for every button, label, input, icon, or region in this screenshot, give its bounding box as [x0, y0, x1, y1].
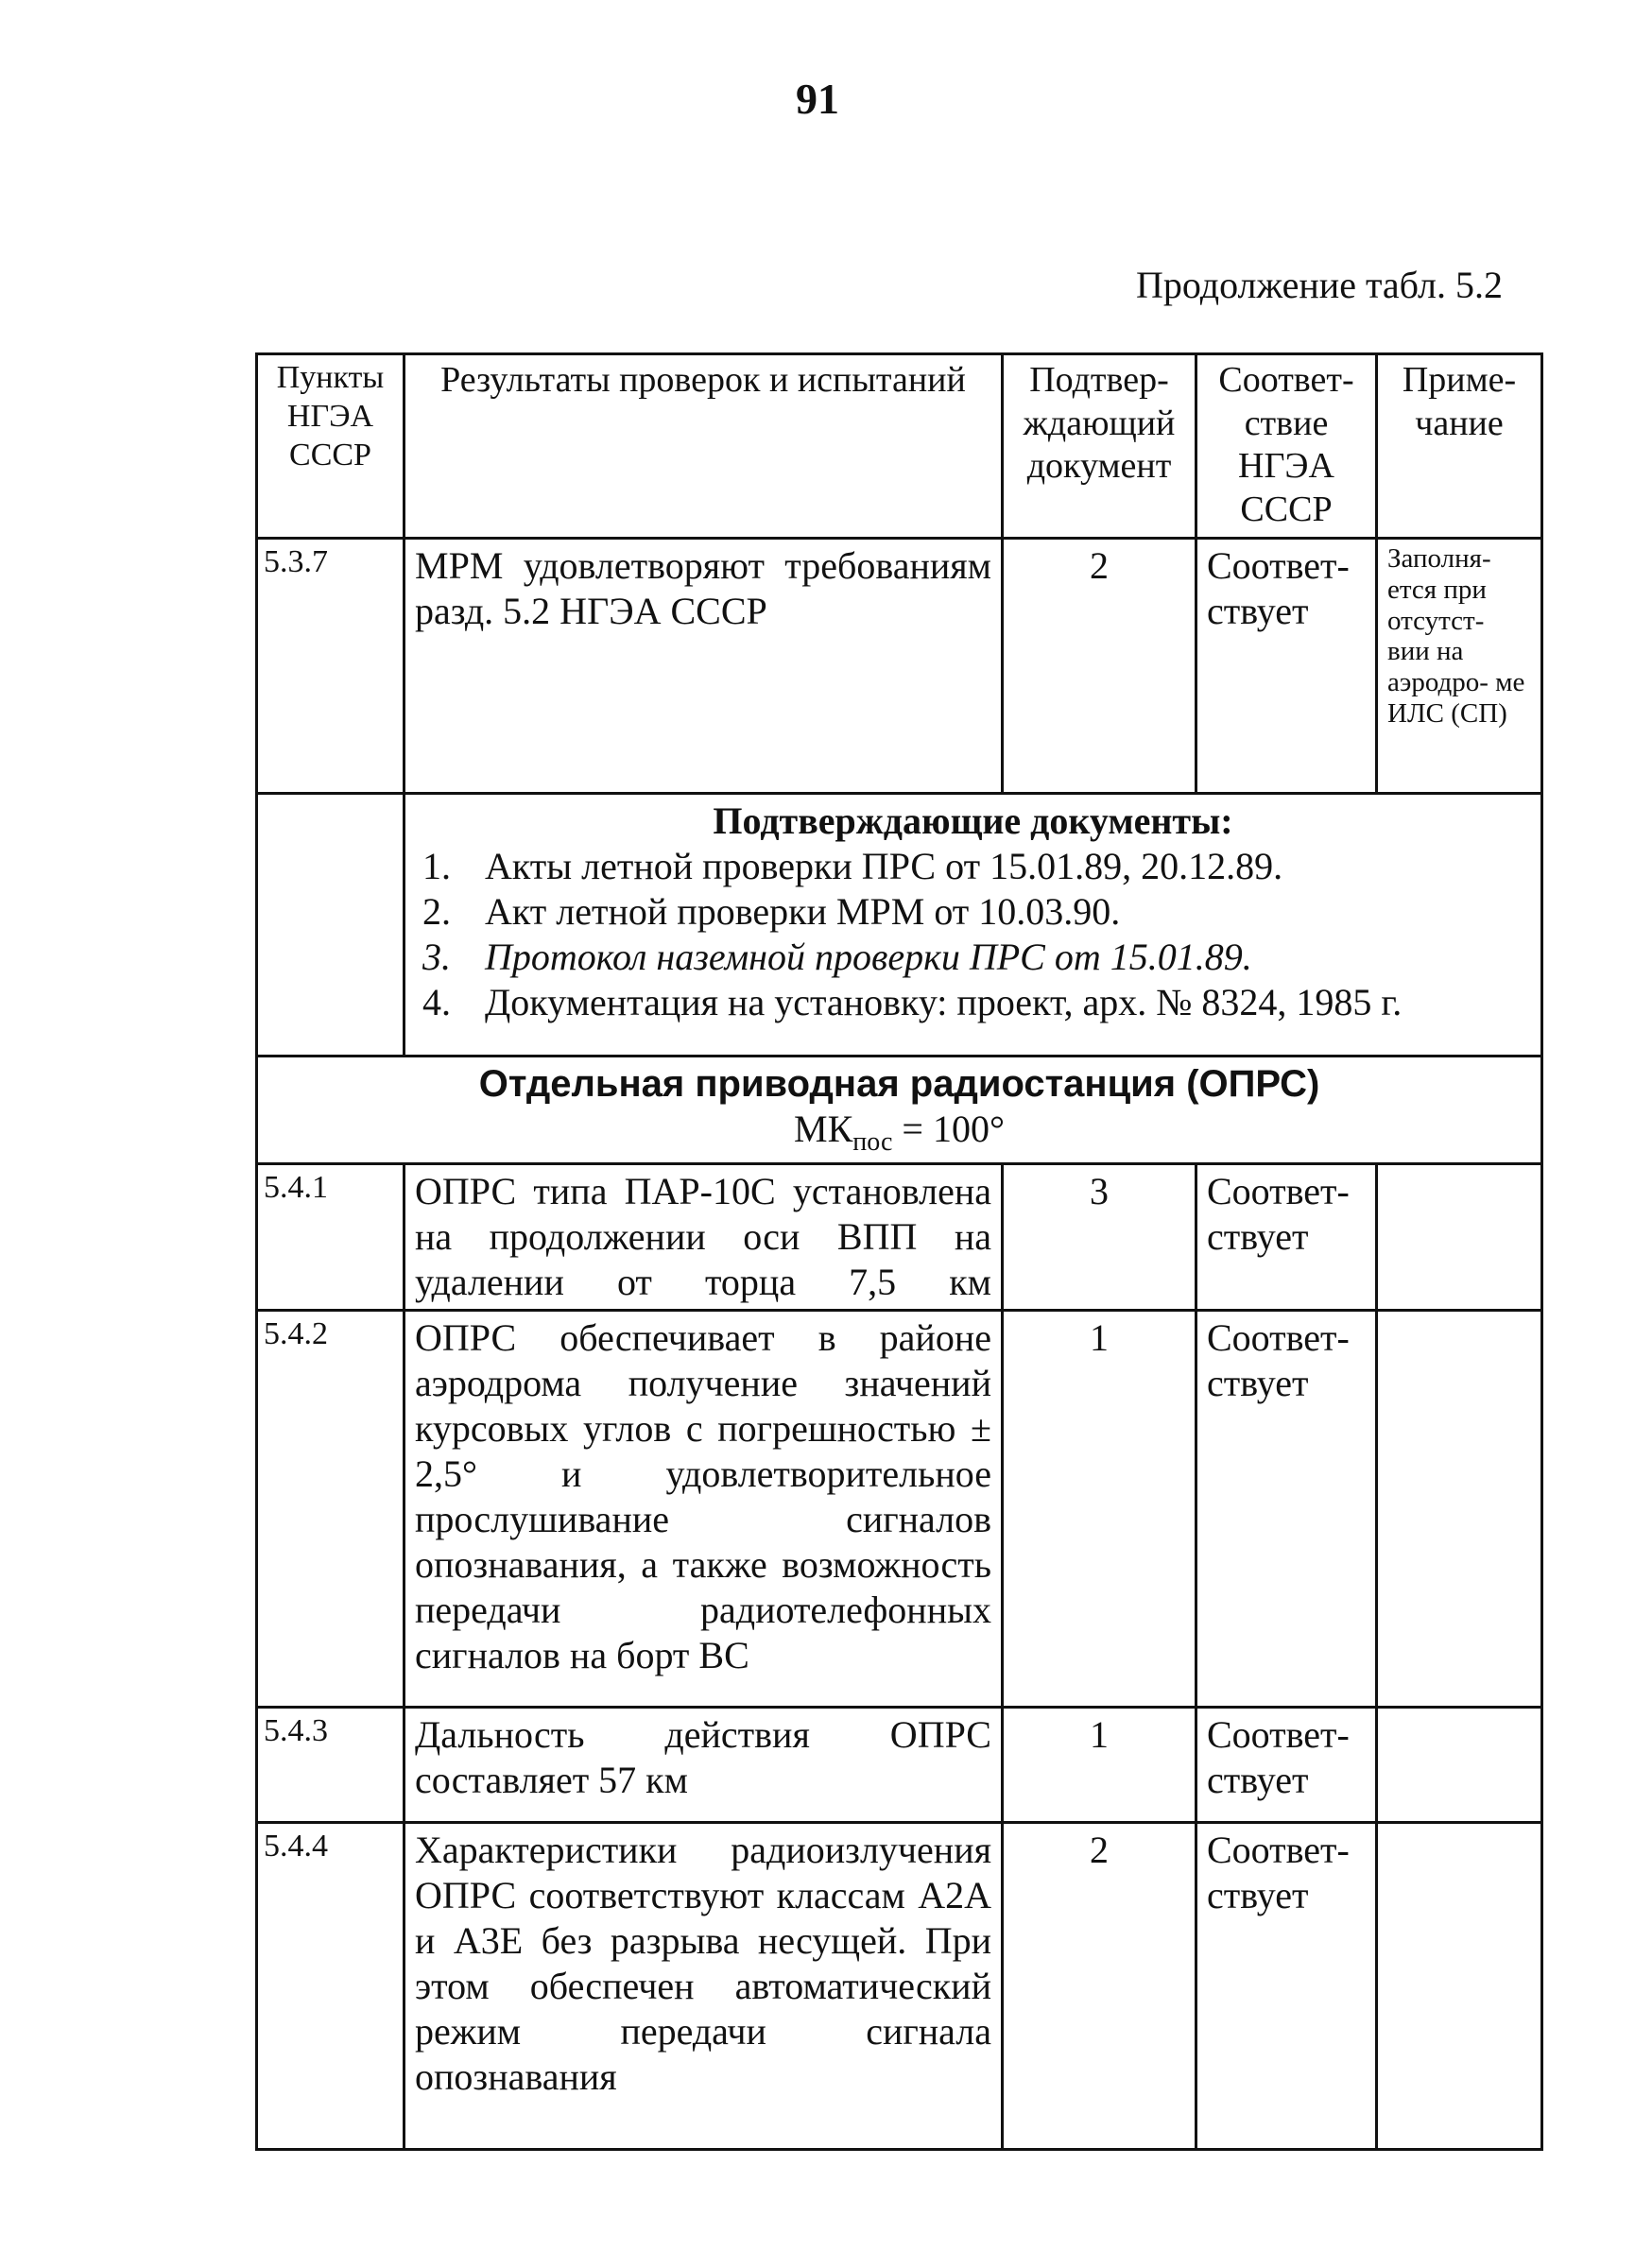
result-text: МРМ удовлетворяют требованиям разд. 5.2 НГЭА СССР — [404, 539, 1003, 794]
checks-table — [255, 352, 1543, 2151]
header-note: Приме- чание — [1377, 354, 1542, 539]
section-subtitle — [267, 1107, 1531, 1159]
table-row — [257, 1707, 1542, 1822]
compliance-text: Соответ- ствует — [1196, 539, 1377, 794]
item-number: 5.4.4 — [257, 1822, 404, 2149]
header-compliance: Соответ- ствие НГЭА СССР — [1196, 354, 1377, 539]
supporting-doc-item: 1. Акты летной проверки ПРС от 15.01.89, 20.12.89. — [460, 844, 1531, 889]
section-subtitle-value: = 100° — [892, 1108, 1005, 1150]
supporting-doc-item: 2. Акт летной проверки МРМ от 10.03.90. — [460, 889, 1531, 935]
result-text: ОПРС типа ПАР-10С установлена на продолжении оси ВПП на удалении от торца 7,5 км — [404, 1163, 1003, 1310]
compliance-text: Соответ- ствует — [1196, 1822, 1377, 2149]
header-items: Пункты НГЭА СССР — [257, 354, 404, 539]
item-number: 5.3.7 — [257, 539, 404, 794]
result-text: ОПРС обеспечивает в районе аэродрома получение значений курсовых углов с погрешностью ± 2,5° и удовлетворительное прослушивание сигналов опознавания, а также возможность передачи радиотелефонных сигналов на борт ВС — [404, 1310, 1003, 1707]
result-text: Характеристики радиоизлучения ОПРС соответствуют классам А2А и А3Е без разрыва несущей. При этом обеспечен автоматический режим передачи сигнала опознавания — [404, 1822, 1003, 2149]
table-row — [257, 1822, 1542, 2149]
table-row — [257, 539, 1542, 794]
item-number: 5.4.3 — [257, 1707, 404, 1822]
table-row — [257, 1310, 1542, 1707]
supporting-doc-item: 4. Документация на установку: проект, арх. № 8324, 1985 г. — [460, 980, 1531, 1025]
doc-number: 2 — [1003, 539, 1196, 794]
note-text — [1377, 1822, 1542, 2149]
section-subtitle-sub: пос — [852, 1127, 893, 1157]
note-text — [1377, 1310, 1542, 1707]
note-text: Заполня- ется при отсутст- вии на аэродро- ме ИЛС (СП) — [1377, 539, 1542, 794]
section-heading-cell — [257, 1057, 1542, 1164]
empty-cell — [257, 794, 404, 1057]
table-continuation-label: Продолжение табл. 5.2 — [1136, 264, 1503, 306]
result-text: Дальность действия ОПРС составляет 57 км — [404, 1707, 1003, 1822]
table-row — [257, 1163, 1542, 1310]
supporting-docs-row — [257, 794, 1542, 1057]
section-title: Отдельная приводная радиостанция (ОПРС) — [478, 1063, 1320, 1105]
supporting-doc-item: 3. Протокол наземной проверки ПРС от 15.01.89. — [460, 935, 1531, 980]
doc-number: 3 — [1003, 1163, 1196, 1310]
item-number: 5.4.2 — [257, 1310, 404, 1707]
doc-number: 1 — [1003, 1310, 1196, 1707]
supporting-docs-cell — [404, 794, 1542, 1057]
note-text — [1377, 1707, 1542, 1822]
section-subtitle-main: МК — [794, 1108, 853, 1150]
note-text — [1377, 1163, 1542, 1310]
doc-number: 2 — [1003, 1822, 1196, 2149]
page-number: 91 — [796, 75, 839, 123]
header-supporting-document: Подтвер- ждающий документ — [1003, 354, 1196, 539]
section-heading-row — [257, 1057, 1542, 1164]
compliance-text: Соответ- ствует — [1196, 1163, 1377, 1310]
compliance-text: Соответ- ствует — [1196, 1707, 1377, 1822]
table-header-row — [257, 354, 1542, 539]
header-results: Результаты проверок и испытаний — [404, 354, 1003, 539]
doc-number: 1 — [1003, 1707, 1196, 1822]
supporting-docs-title: Подтверждающие документы: — [713, 799, 1233, 842]
supporting-docs-list — [415, 844, 1531, 1025]
item-number: 5.4.1 — [257, 1163, 404, 1310]
compliance-text: Соответ- ствует — [1196, 1310, 1377, 1707]
